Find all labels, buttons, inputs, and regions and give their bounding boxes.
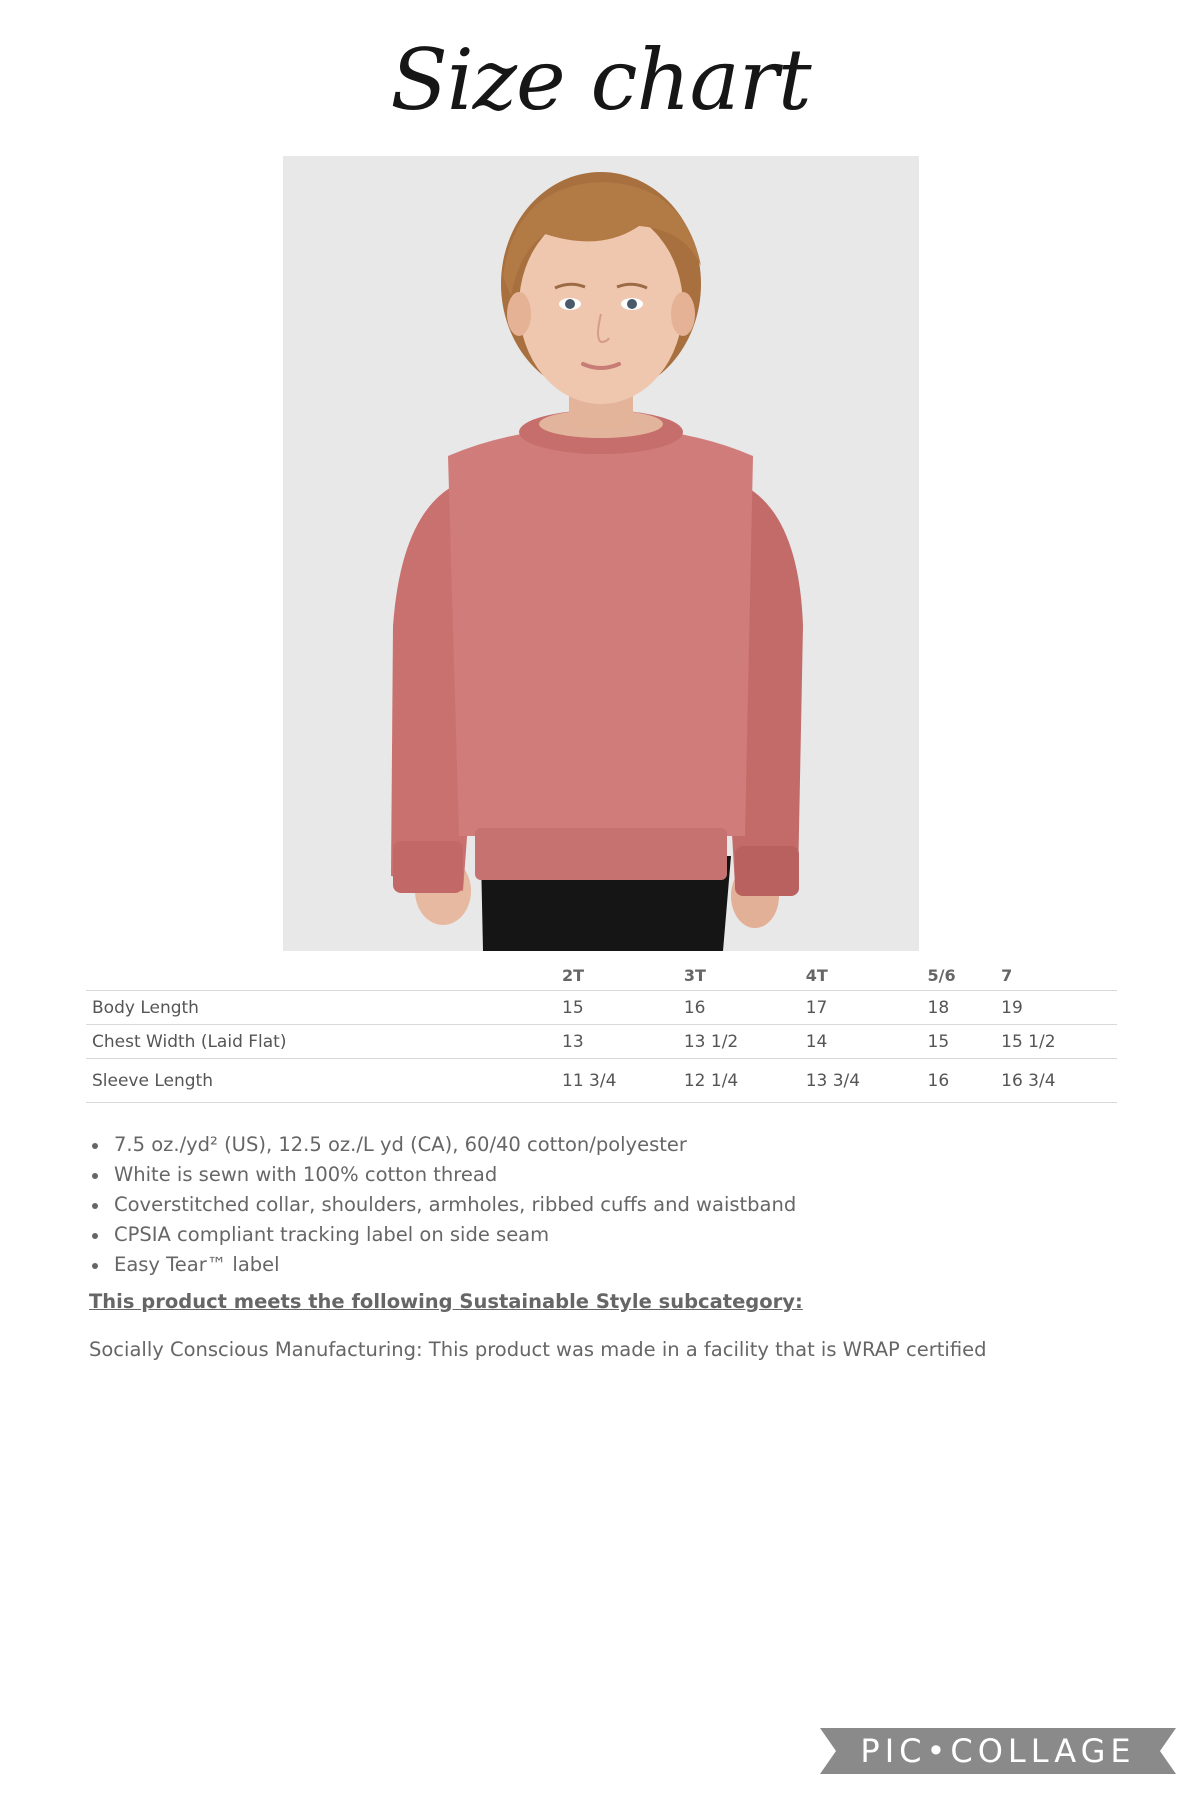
table-cell: 19 — [995, 991, 1117, 1025]
table-cell: 16 — [678, 991, 800, 1025]
table-cell: 13 3/4 — [800, 1059, 922, 1103]
table-cell: 18 — [922, 991, 996, 1025]
table-cell: 13 — [556, 1025, 678, 1059]
row-label: Sleeve Length — [86, 1059, 556, 1103]
table-row — [86, 1059, 1117, 1103]
table-cell: 12 1/4 — [678, 1059, 800, 1103]
table-cell: 13 1/2 — [678, 1025, 800, 1059]
watermark-logo — [820, 1724, 1176, 1778]
table-cell: 16 3/4 — [995, 1059, 1117, 1103]
size-header-cell: 4T — [805, 965, 828, 985]
table-cell: 15 — [922, 1025, 996, 1059]
list-item: 7.5 oz./yd² (US), 12.5 oz./L yd (CA), 60/40 cotton/polyester — [114, 1130, 796, 1160]
watermark-text: PIC•COLLAGE — [860, 1732, 1136, 1770]
sustainability-heading: This product meets the following Sustainable Style subcategory: — [89, 1290, 803, 1313]
list-item: Easy Tear™ label — [114, 1250, 796, 1280]
size-header-row — [86, 958, 1117, 991]
size-header-cell: 3T — [683, 965, 706, 985]
list-item: CPSIA compliant tracking label on side seam — [114, 1220, 796, 1250]
table-row — [86, 991, 1117, 1025]
row-label: Chest Width (Laid Flat) — [86, 1025, 556, 1059]
table-cell: 17 — [800, 991, 922, 1025]
table-cell: 15 1/2 — [995, 1025, 1117, 1059]
table-cell: 14 — [800, 1025, 922, 1059]
sustainability-text: Socially Conscious Manufacturing: This product was made in a facility that is WRAP certified — [89, 1338, 987, 1361]
product-photo — [283, 156, 919, 951]
row-label: Body Length — [86, 991, 556, 1025]
table-cell: 16 — [922, 1059, 996, 1103]
feature-list — [86, 1130, 796, 1280]
page-title: Size chart — [390, 31, 811, 129]
size-table — [86, 958, 1117, 1103]
list-item: Coverstitched collar, shoulders, armholes, ribbed cuffs and waistband — [114, 1190, 796, 1220]
table-cell: 11 3/4 — [556, 1059, 678, 1103]
table-cell: 15 — [556, 991, 678, 1025]
size-header-cell: 5/6 — [927, 965, 956, 985]
list-item: White is sewn with 100% cotton thread — [114, 1160, 796, 1190]
size-header-cell: 7 — [1001, 965, 1013, 985]
size-header-cell: 2T — [562, 965, 585, 985]
size-header-empty — [86, 958, 556, 991]
table-row — [86, 1025, 1117, 1059]
